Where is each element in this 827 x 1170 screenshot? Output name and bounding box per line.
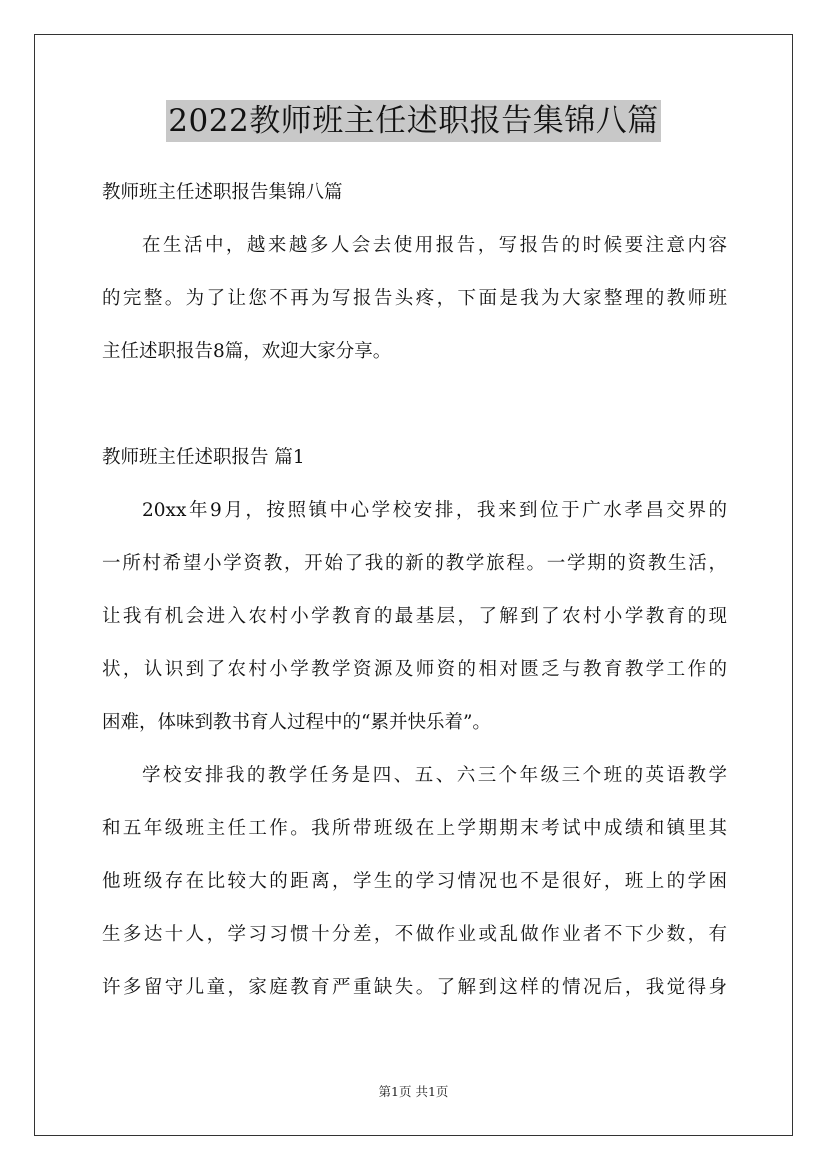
section-heading: 教师班主任述职报告 篇1	[102, 447, 305, 468]
paragraph-line: 许多留守儿童，家庭教育严重缺失。了解到这样的情况后，我觉得身	[102, 977, 727, 998]
paragraph-line: 和五年级班主任工作。我所带班级在上学期期末考试中成绩和镇里其	[102, 818, 727, 839]
paragraph-line: 学校安排我的教学任务是四、五、六三个年级三个班的英语教学	[142, 765, 727, 786]
section-heading: 教师班主任述职报告集锦八篇	[102, 182, 343, 203]
page-footer: 第1页 共1页	[378, 1084, 449, 1099]
paragraph-line: 一所村希望小学资教，开始了我的新的教学旅程。一学期的资教生活，	[102, 553, 727, 574]
paragraph-line: 生多达十人，学习习惯十分差，不做作业或乱做作业者不下少数，有	[102, 924, 727, 945]
paragraph-line: 状，认识到了农村小学教学资源及师资的相对匮乏与教育教学工作的	[102, 659, 727, 680]
paragraph-line: 困难，体味到教书育人过程中的“累并快乐着”。	[102, 712, 491, 733]
paragraph-line: 主任述职报告8篇，欢迎大家分享。	[102, 341, 392, 362]
paragraph-line: 的完整。为了让您不再为写报告头疼，下面是我为大家整理的教师班	[102, 288, 727, 309]
title-area	[0, 100, 827, 142]
paragraph-line: 在生活中，越来越多人会去使用报告，写报告的时候要注意内容	[142, 235, 727, 256]
paragraph-line: 20xx年9月，按照镇中心学校安排，我来到位于广水孝昌交界的	[142, 500, 727, 521]
blank-line	[102, 382, 727, 435]
document-title: 2022教师班主任述职报告集锦八篇	[166, 100, 660, 142]
document-body	[102, 170, 727, 1018]
paragraph-line: 让我有机会进入农村小学教育的最基层，了解到了农村小学教育的现	[102, 606, 727, 627]
paragraph-line: 他班级存在比较大的距离，学生的学习情况也不是很好，班上的学困	[102, 871, 727, 892]
